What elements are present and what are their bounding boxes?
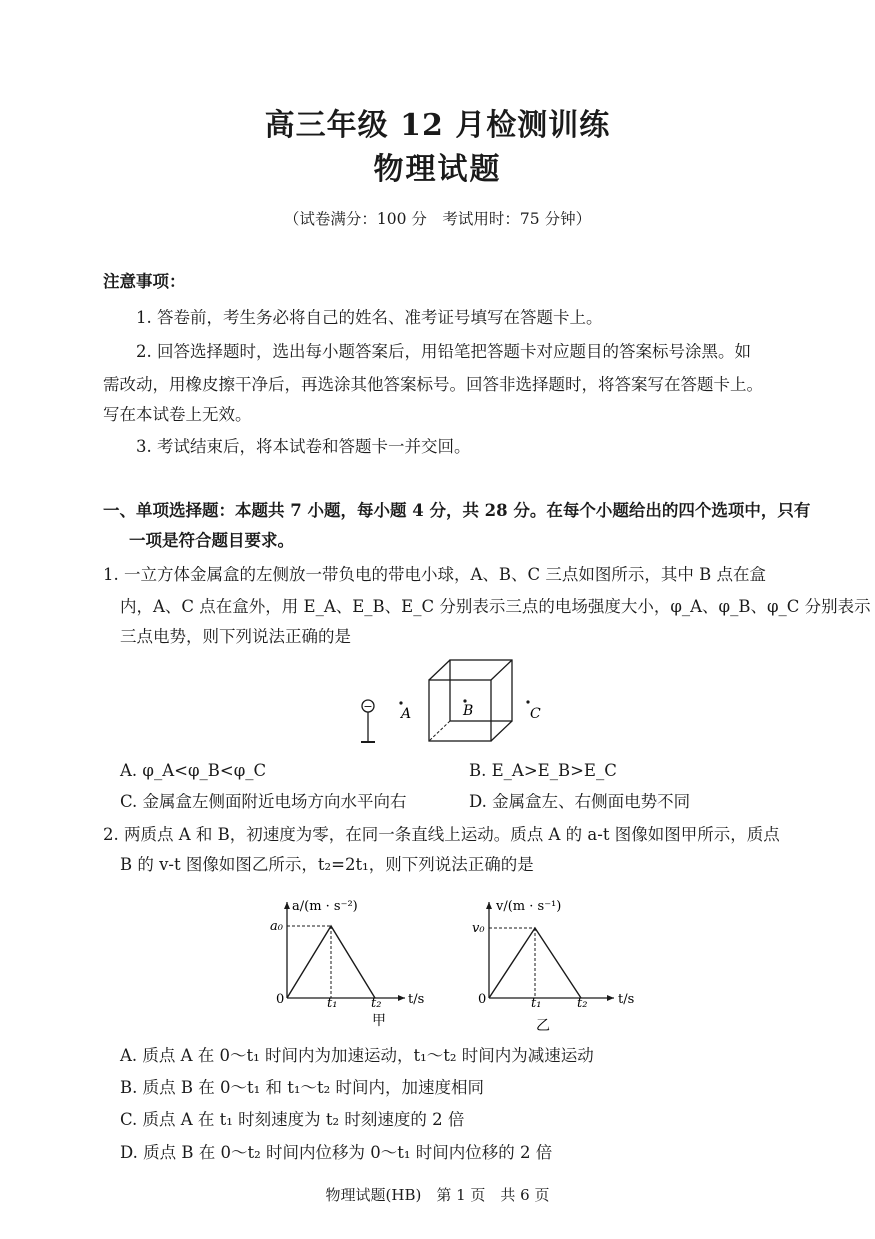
q1-stem: 1. 一立方体金属盒的左侧放一带负电的带电小球，A、B、C 三点如图所示，其中 B 点在盒 xyxy=(103,565,767,584)
note-item: 需改动，用橡皮擦干净后，再选涂其他答案标号。回答非选择题时，将答案写在答题卡上。 xyxy=(103,375,763,394)
q2-stem: 2. 两质点 A 和 B，初速度为零，在同一条直线上运动。质点 A 的 a-t 图像如图甲所示，质点 xyxy=(103,825,780,844)
graph-caption: 甲 xyxy=(372,1013,386,1029)
x-axis-arrow xyxy=(607,995,614,1001)
subject-title: 物理试题 xyxy=(373,152,502,187)
x-axis-arrow xyxy=(398,995,405,1001)
minus-sign: − xyxy=(363,700,373,713)
note-item: 1. 答卷前，考生务必将自己的姓名、准考证号填写在答题卡上。 xyxy=(136,308,603,327)
graph-yi xyxy=(472,890,652,1040)
x-axis-label: t/s xyxy=(408,992,425,1007)
x-tick-label: t₂ xyxy=(371,996,382,1011)
cube-hidden-edges xyxy=(429,721,450,741)
x-tick-label: t₁ xyxy=(327,996,338,1011)
q1-stem: 三点电势，则下列说法正确的是 xyxy=(120,627,351,646)
x-tick-label: 0 xyxy=(478,992,487,1007)
graph-jia xyxy=(265,890,445,1040)
q2-option-c: C. 质点 A 在 t₁ 时刻速度为 t₂ 时刻速度的 2 倍 xyxy=(120,1110,465,1129)
q1-option-c: C. 金属盒左侧面附近电场方向水平向右 xyxy=(120,792,407,811)
notes-heading: 注意事项： xyxy=(103,272,186,291)
point-a xyxy=(399,701,402,704)
y-axis-label: v/(m · s⁻¹) xyxy=(496,899,562,914)
y-axis-arrow xyxy=(284,902,290,909)
page-footer: 物理试题(HB) 第 1 页 共 6 页 xyxy=(325,1186,550,1204)
q1-stem: 内，A、C 点在盒外，用 E_A、E_B、E_C 分别表示三点的电场强度大小，φ_A、φ_B、φ_C 分别表示 xyxy=(120,597,871,616)
point-c xyxy=(526,700,529,703)
x-axis-label: t/s xyxy=(618,992,635,1007)
q1-option-d: D. 金属盒左、右侧面电势不同 xyxy=(469,792,691,811)
y-tick-label: a₀ xyxy=(270,919,283,934)
q2-option-a: A. 质点 A 在 0～t₁ 时间内为加速运动，t₁～t₂ 时间内为减速运动 xyxy=(120,1046,594,1065)
exam-title: 高三年级 12 月检测训练 xyxy=(264,108,611,143)
q2-stem: B 的 v-t 图像如图乙所示，t₂=2t₁，则下列说法正确的是 xyxy=(120,855,534,874)
q1-figure xyxy=(355,655,555,755)
q2-option-d: D. 质点 B 在 0～t₂ 时间内位移为 0～t₁ 时间内位移的 2 倍 xyxy=(120,1143,553,1162)
y-tick-label: v₀ xyxy=(472,921,485,936)
x-tick-label: 0 xyxy=(276,992,285,1007)
note-item: 2. 回答选择题时，选出每小题答案后，用铅笔把答题卡对应题目的答案标号涂黑。如 xyxy=(136,342,751,361)
note-item: 写在本试卷上无效。 xyxy=(103,405,252,424)
y-axis-label: a/(m · s⁻²) xyxy=(292,899,358,914)
note-item: 3. 考试结束后，将本试卷和答题卡一并交回。 xyxy=(136,437,471,456)
graph-caption: 乙 xyxy=(536,1018,550,1034)
y-axis-arrow xyxy=(486,902,492,909)
q1-option-b: B. E_A>E_B>E_C xyxy=(469,761,617,780)
q2-option-b: B. 质点 B 在 0～t₁ 和 t₁～t₂ 时间内，加速度相同 xyxy=(120,1078,484,1097)
section-heading-cont: 一项是符合题目要求。 xyxy=(129,531,294,550)
exam-info: （试卷满分：100 分 考试用时：75 分钟） xyxy=(283,210,592,228)
label-b: B xyxy=(463,703,474,719)
section-heading: 一、单项选择题：本题共 7 小题，每小题 4 分，共 28 分。在每个小题给出的四个选项中，只有 xyxy=(103,501,811,520)
label-c: C xyxy=(530,706,541,722)
x-tick-label: t₁ xyxy=(531,996,542,1011)
x-tick-label: t₂ xyxy=(577,996,588,1011)
q1-option-a: A. φ_A<φ_B<φ_C xyxy=(120,761,267,780)
label-a: A xyxy=(401,706,412,722)
